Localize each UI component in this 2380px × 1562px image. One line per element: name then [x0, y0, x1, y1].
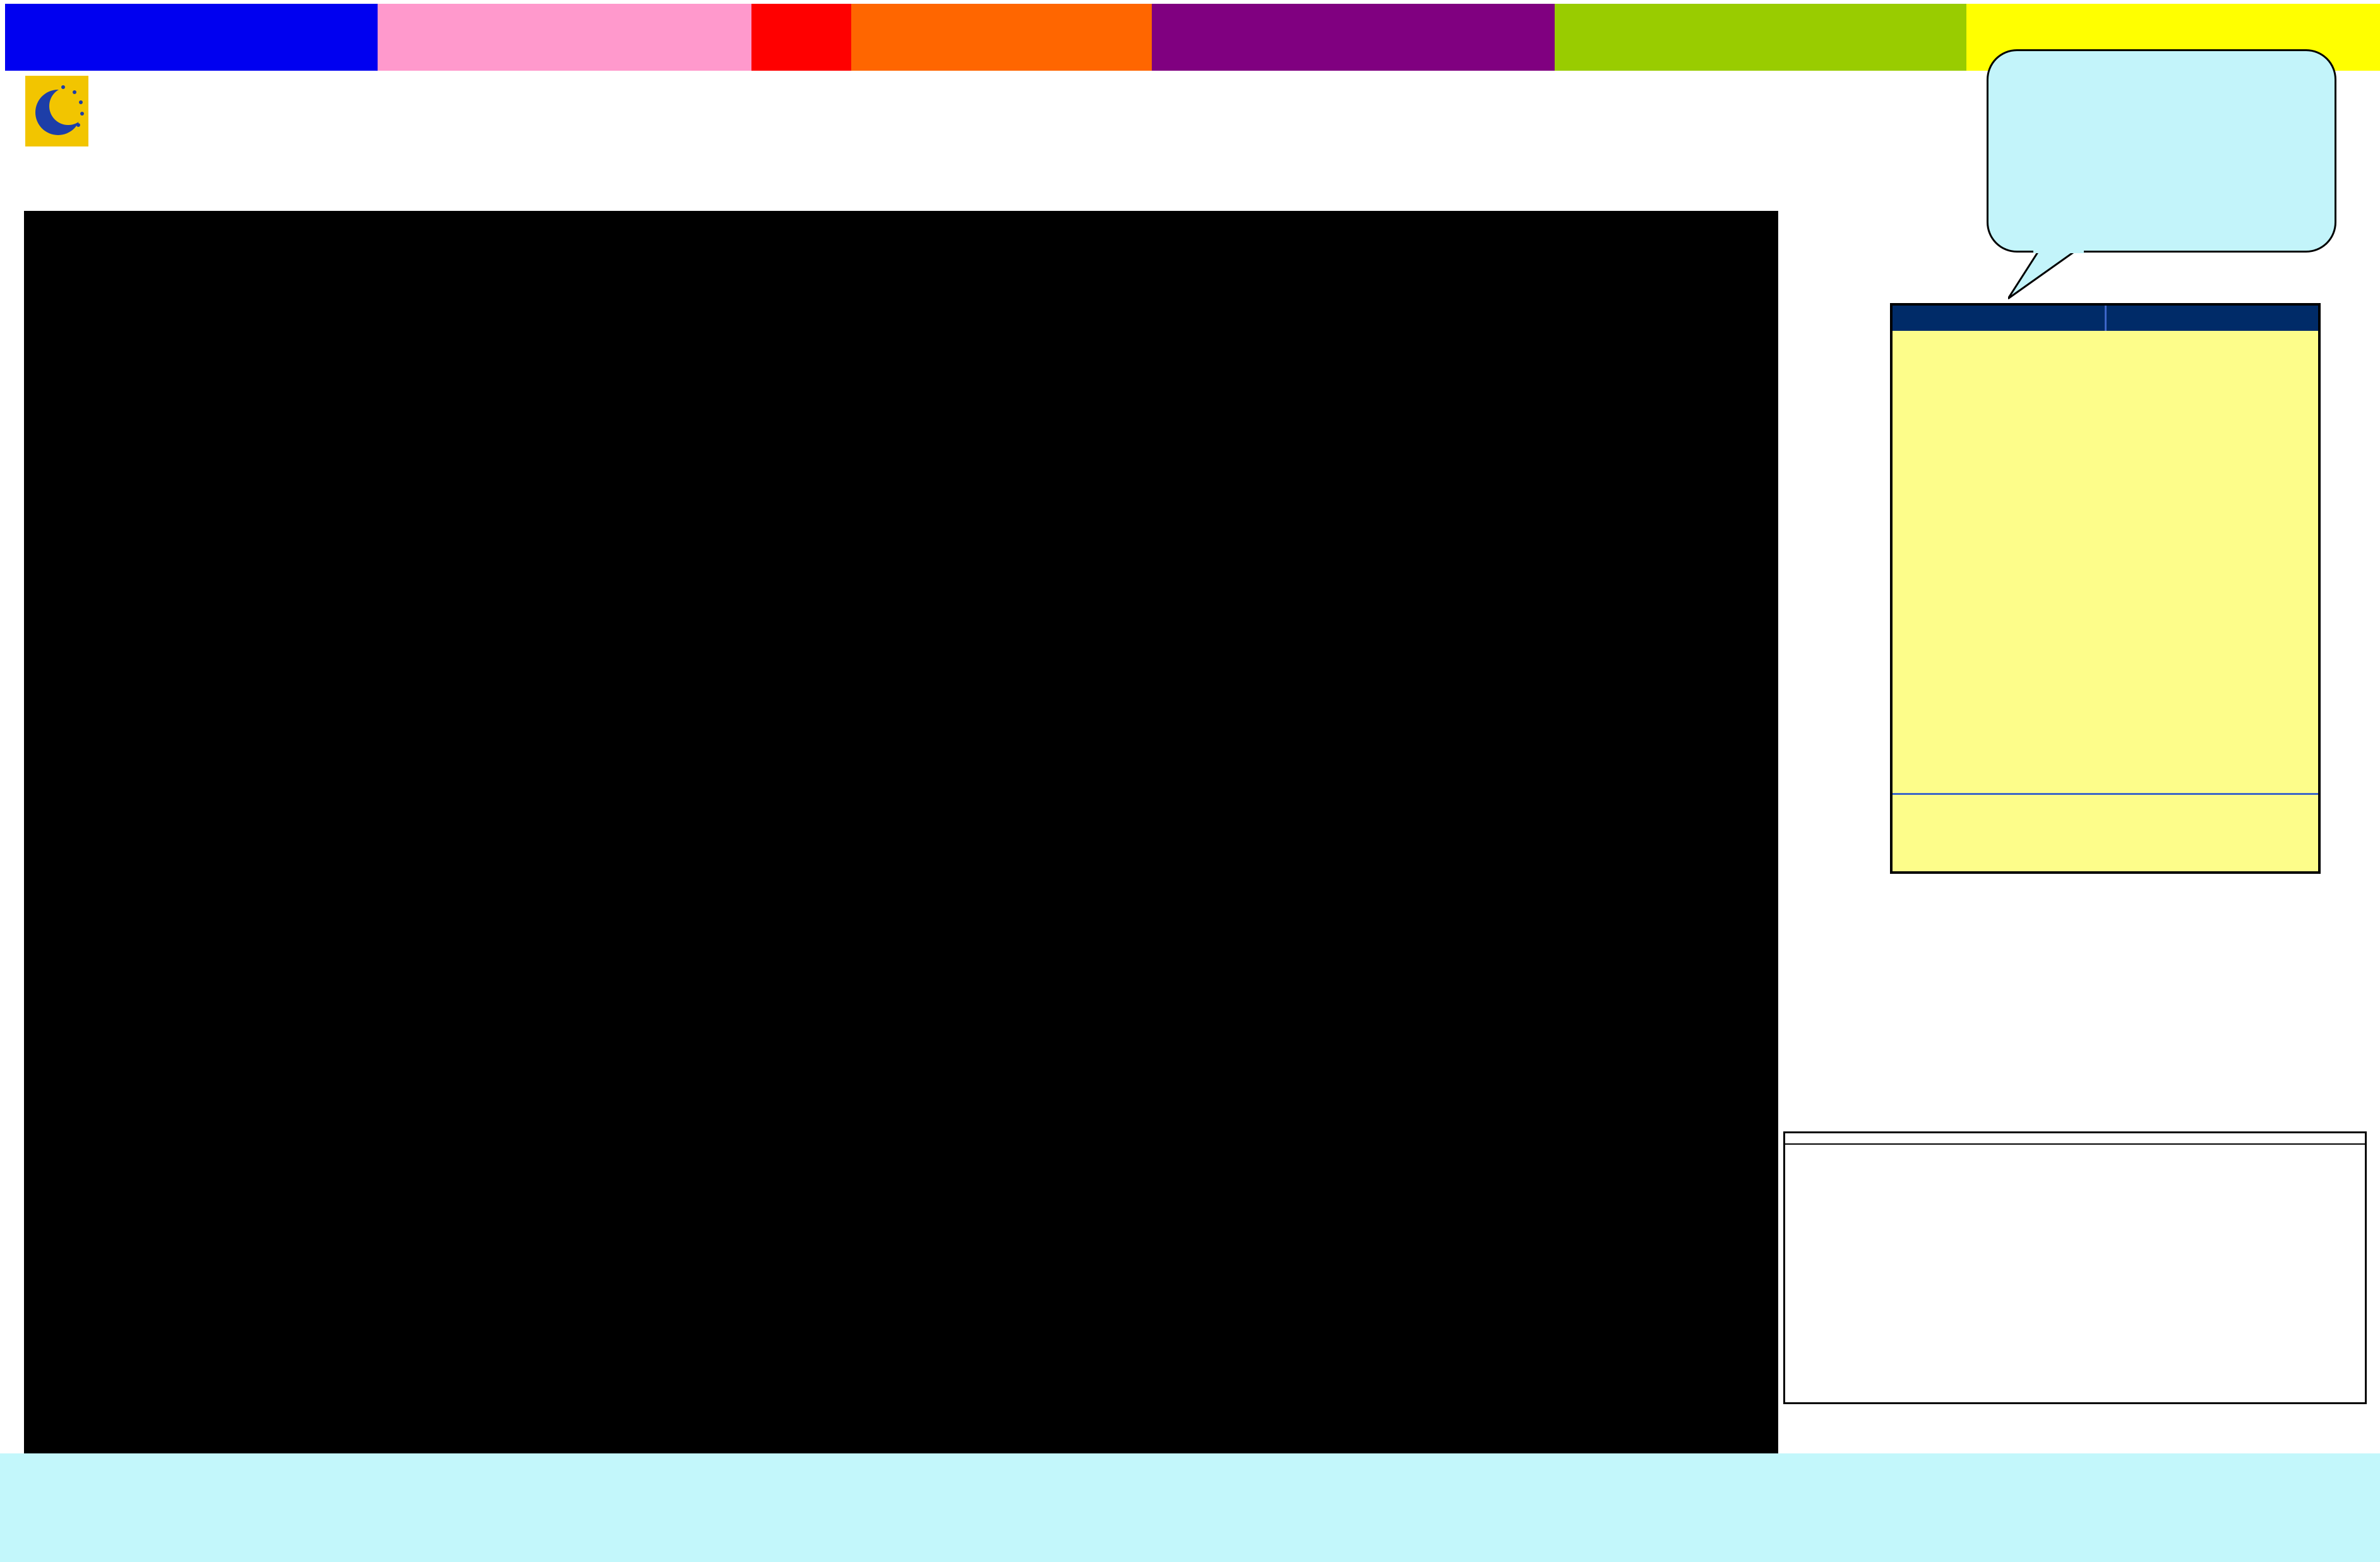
stripe-red — [751, 4, 851, 71]
menu-calendar — [24, 211, 1778, 1453]
footer — [0, 1453, 2380, 1562]
eurocatering-logo — [25, 76, 202, 196]
guide-note — [1893, 793, 2318, 802]
stripe-orange — [851, 4, 1152, 71]
allergen-legend — [1783, 1131, 2367, 1404]
recuerda-callout — [1987, 49, 2336, 253]
guide-col-cena — [2107, 306, 2319, 331]
logo-moon-icon — [25, 76, 88, 146]
meal-guide-table — [1890, 303, 2321, 874]
guide-col-comida — [1893, 306, 2107, 331]
allergen-legend-title — [1785, 1133, 2365, 1145]
stripe-pink — [378, 4, 751, 71]
stripe-green — [1555, 4, 1966, 71]
stripe-blue — [5, 4, 378, 71]
callout-tail — [2008, 249, 2084, 300]
stripe-purple — [1152, 4, 1555, 71]
